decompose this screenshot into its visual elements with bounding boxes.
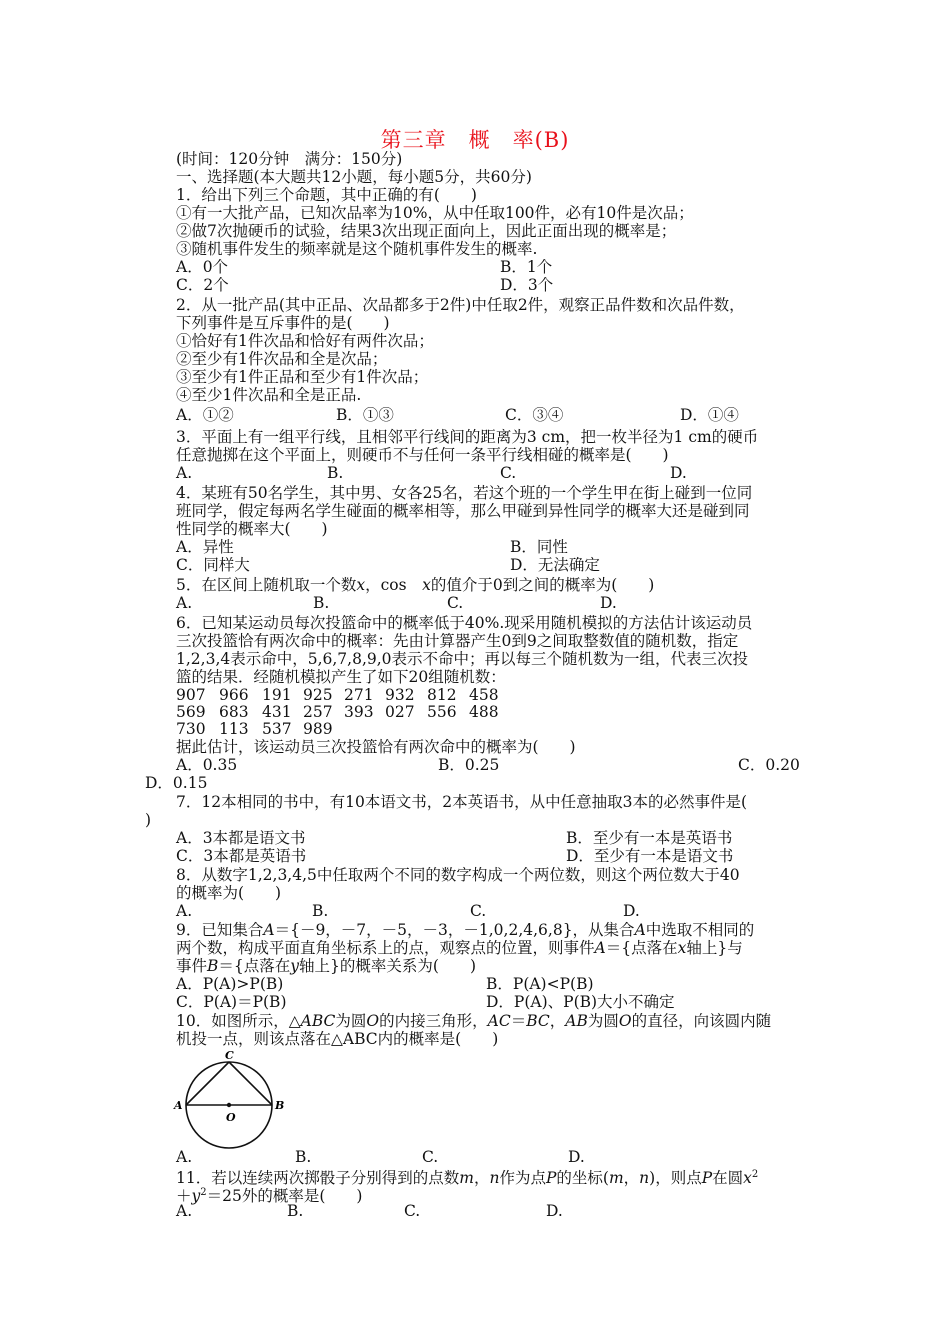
question-3-stem: 3．平面上有一组平行线，且相邻平行线间的距离为3 cm，把一枚半径为1 cm的硬币 — [176, 428, 759, 446]
question-8-stem: 8．从数字1,2,3,4,5中任取两个不同的数字构成一个两位数，则这个两位数大于40 — [176, 866, 740, 884]
question-8-option-d: D. — [623, 902, 640, 920]
figure-label-o: O — [226, 1111, 236, 1124]
question-2-statement: ①恰好有1件次品和恰好有两件次品； — [176, 332, 434, 350]
question-6-question: 据此估计，该运动员三次投篮恰有两次命中的概率为( ) — [176, 738, 576, 756]
random-number: 537 — [262, 720, 292, 738]
question-5-stem: 5．在区间上随机取一个数x，cos x的值介于0到之间的概率为( ) — [176, 576, 655, 594]
question-7-stem: 7．12本相同的书中，有10本语文书，2本英语书，从中任意抽取3本的必然事件是( — [176, 793, 748, 811]
question-3-option-a: A. — [176, 464, 193, 482]
question-4-stem: 4．某班有50名学生，其中男、女各25名，若这个班的一个学生甲在街上碰到一位同 — [176, 484, 753, 502]
question-2-stem: 2．从一批产品(其中正品、次品都多于2件)中任取2件，观察正品件数和次品件数， — [176, 296, 745, 314]
question-2-statement: ②至少有1件次品和全是次品； — [176, 350, 388, 368]
question-8-option-a: A. — [176, 902, 193, 920]
exam-header: (时间：120分钟 满分：150分) — [176, 150, 403, 168]
question-9-option-d: D．P(A)、P(B)大小不确定 — [486, 993, 675, 1011]
random-number: 556 — [427, 703, 457, 721]
question-3-stem: 任意抛掷在这个平面上，则硬币不与任何一条平行线相碰的概率是( ) — [176, 446, 669, 464]
question-11-stem: $+y^2=25$外的概率是( ) — [176, 1187, 363, 1206]
question-7-option-b: B．至少有一本是英语书 — [566, 829, 733, 847]
random-number: 113 — [219, 720, 249, 738]
question-9-stem: 9．已知集合A＝{－9，－7，－5，－3，－1,0,2,4,6,8}，从集合A中选取不相同的 — [176, 921, 755, 939]
question-9-option-c: C．P(A)＝P(B) — [176, 993, 287, 1011]
question-6-option-c: C．0.20 — [738, 756, 800, 774]
question-1-stem: 1．给出下列三个命题，其中正确的有( ) — [176, 186, 477, 204]
random-number: 932 — [385, 686, 415, 704]
question-10-option-c: C. — [422, 1148, 439, 1166]
question-6-stem: 三次投篮恰有两次命中的概率：先由计算器产生0到9之间取整数值的随机数，指定 — [176, 632, 739, 650]
question-10-stem: 10．如图所示，△ABC为圆O的内接三角形，AC＝BC，AB为圆O的直径，向该圆内随 — [176, 1012, 772, 1030]
question-5-option-a: A. — [176, 594, 193, 612]
question-1-statement: ②做7次抛硬币的试验，结果3次出现正面向上，因此正面出现的概率是； — [176, 222, 677, 240]
question-4-option-b: B．同性 — [510, 538, 568, 556]
question-9-stem: 两个数，构成平面直角坐标系上的点，观察点的位置，则事件A＝{点落在x轴上}与 — [176, 939, 743, 957]
question-11-option-a: A. — [176, 1202, 193, 1220]
random-number: 488 — [469, 703, 499, 721]
question-1-option-b: B．1个 — [500, 258, 553, 276]
question-8-stem: 的概率为( ) — [176, 884, 282, 902]
question-9-option-a: A．P(A)>P(B) — [176, 975, 284, 993]
question-9-option-b: B．P(A)<P(B) — [486, 975, 594, 993]
random-number: 683 — [219, 703, 249, 721]
question-5-option-c: C. — [447, 594, 464, 612]
question-3-option-c: C. — [500, 464, 517, 482]
question-11-option-b: B. — [287, 1202, 304, 1220]
question-10-option-d: D. — [568, 1148, 585, 1166]
question-4-stem: 班同学，假定每两名学生碰面的概率相等，那么甲碰到异性同学的概率大还是碰到同 — [176, 502, 750, 520]
random-number: 966 — [219, 686, 249, 704]
question-7-option-d: D．至少有一本是语文书 — [566, 847, 734, 865]
question-11-option-d: D. — [546, 1202, 563, 1220]
question-6-option-b: B．0.25 — [438, 756, 500, 774]
random-number: 027 — [385, 703, 415, 721]
question-2-stem: 下列事件是互斥事件的是( ) — [176, 314, 390, 332]
question-10-stem: 机投一点，则该点落在△ABC内的概率是( ) — [176, 1030, 499, 1048]
question-1-option-d: D．3个 — [500, 276, 554, 294]
question-5-option-b: B. — [313, 594, 330, 612]
question-2-option-d: D．①④ — [680, 406, 739, 424]
random-number: 257 — [303, 703, 333, 721]
chapter-title: 第三章 概 率(B) — [380, 128, 570, 152]
question-7-option-c: C．3本都是英语书 — [176, 847, 307, 865]
question-6-stem: 篮的结果．经随机模拟产生了如下20组随机数： — [176, 668, 506, 686]
random-number: 907 — [176, 686, 206, 704]
question-2-statement: ③至少有1件正品和至少有1件次品； — [176, 368, 429, 386]
random-number: 458 — [469, 686, 499, 704]
random-number: 431 — [262, 703, 292, 721]
figure-label-a: A — [174, 1099, 183, 1112]
random-number: 271 — [344, 686, 374, 704]
question-8-option-c: C. — [470, 902, 487, 920]
question-11-stem: 11．若以连续两次掷骰子分别得到的点数m，n作为点P的坐标(m，n)，则点P在圆$x^2$ — [176, 1169, 759, 1188]
question-3-option-d: D. — [670, 464, 687, 482]
question-4-option-c: C．同样大 — [176, 556, 250, 574]
question-4-stem: 性同学的概率大( ) — [176, 520, 328, 538]
question-6-option-d: D．0.15 — [145, 774, 208, 792]
question-7-option-a: A．3本都是语文书 — [176, 829, 306, 847]
question-2-option-c: C．③④ — [505, 406, 564, 424]
question-10-option-b: B. — [295, 1148, 312, 1166]
question-6-option-a: A．0.35 — [176, 756, 238, 774]
random-number: 191 — [262, 686, 292, 704]
question-7-stem: ) — [145, 811, 152, 829]
question-1-option-c: C．2个 — [176, 276, 229, 294]
random-number: 989 — [303, 720, 333, 738]
question-4-option-a: A．异性 — [176, 538, 234, 556]
question-4-option-d: D．无法确定 — [510, 556, 600, 574]
question-9-stem: 事件B＝{点落在y轴上}的概率关系为( ) — [176, 957, 477, 975]
random-number: 569 — [176, 703, 206, 721]
section-heading: 一、选择题(本大题共12小题，每小题5分，共60分) — [176, 168, 532, 186]
random-number: 925 — [303, 686, 333, 704]
question-3-option-b: B. — [327, 464, 344, 482]
question-6-stem: 6．已知某运动员每次投篮命中的概率低于40%.现采用随机模拟的方法估计该运动员 — [176, 614, 753, 632]
random-number: 812 — [427, 686, 457, 704]
question-2-statement: ④至少1件次品和全是正品. — [176, 386, 362, 404]
question-11-option-c: C. — [404, 1202, 421, 1220]
figure-label-b: B — [275, 1099, 285, 1112]
question-2-option-a: A．①② — [176, 406, 234, 424]
question-1-statement: ①有一大批产品，已知次品率为10%，从中任取100件，必有10件是次品； — [176, 204, 694, 222]
random-number: 730 — [176, 720, 206, 738]
circle-triangle-figure — [172, 1050, 297, 1150]
question-2-option-b: B．①③ — [336, 406, 394, 424]
question-5-option-d: D. — [600, 594, 617, 612]
question-6-stem: 1,2,3,4表示命中，5,6,7,8,9,0表示不命中；再以每三个随机数为一组，代表三次投 — [176, 650, 749, 668]
question-10-option-a: A. — [176, 1148, 193, 1166]
figure-label-c: C — [225, 1050, 234, 1062]
question-1-statement: ③随机事件发生的频率就是这个随机事件发生的概率. — [176, 240, 538, 258]
random-number: 393 — [344, 703, 374, 721]
question-8-option-b: B. — [312, 902, 329, 920]
question-1-option-a: A．0个 — [176, 258, 229, 276]
